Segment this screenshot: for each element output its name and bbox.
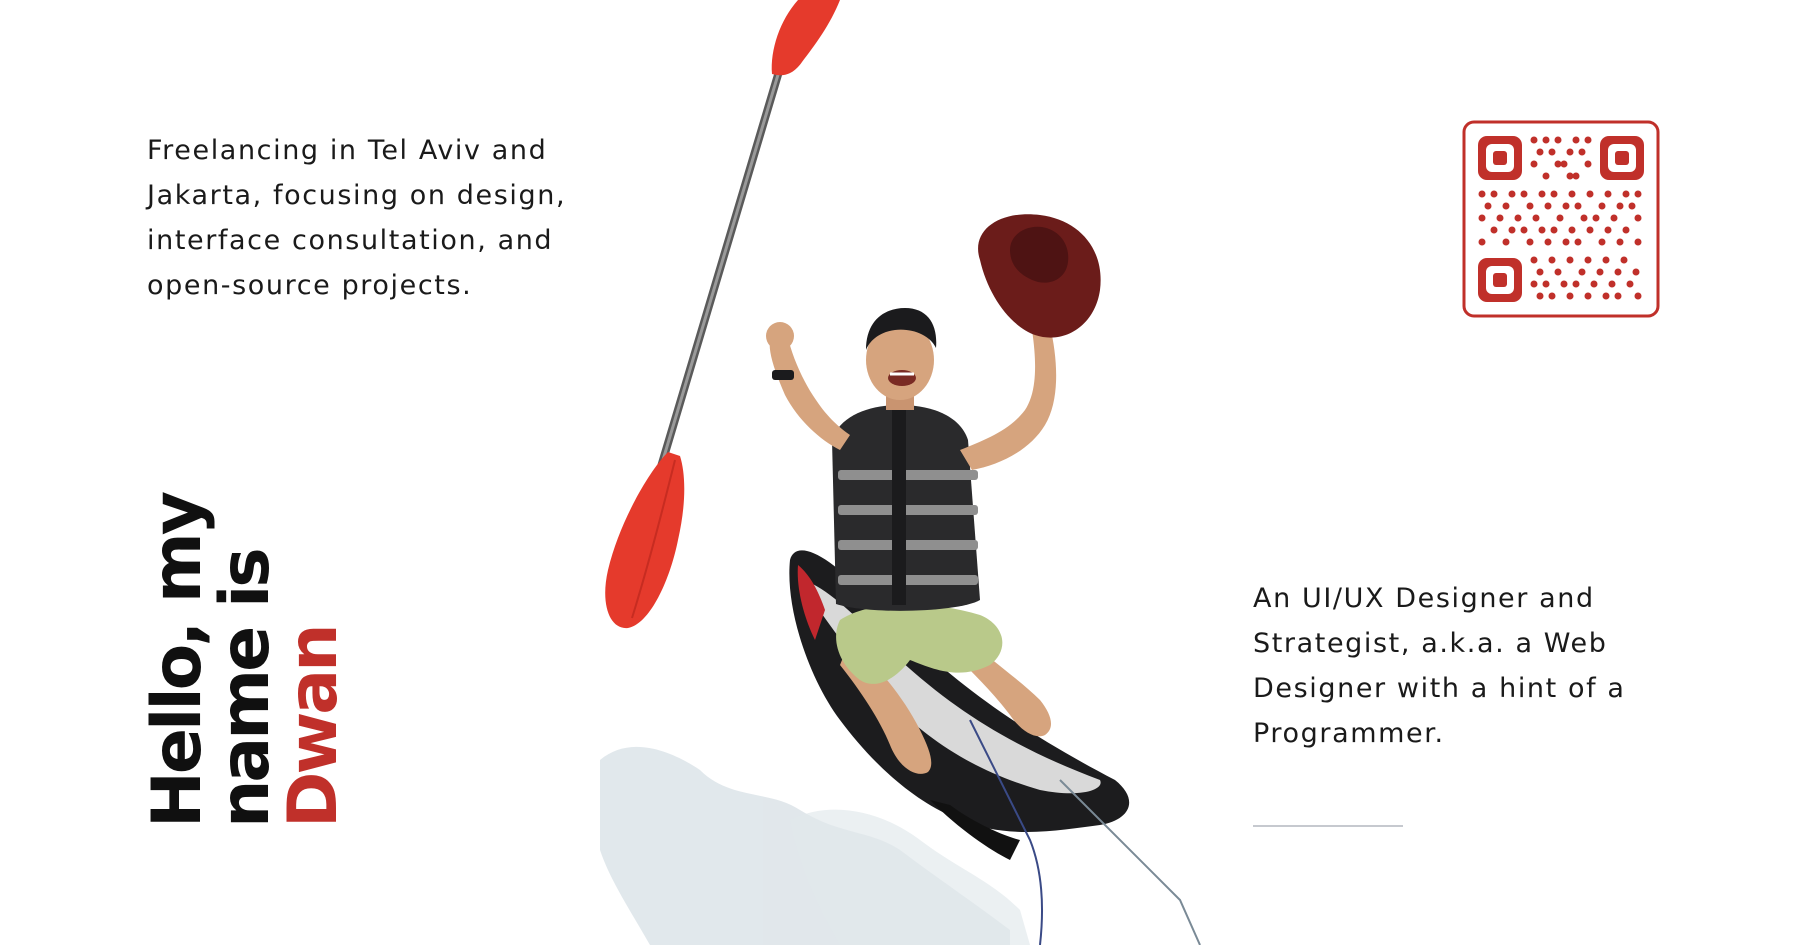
greeting-name: Dwan — [274, 626, 353, 828]
role-text: An UI/UX Designer and Strategist, a.k.a. a Web Designer with a hint of a Programmer. — [1253, 583, 1626, 749]
kayak-person-photo — [540, 0, 1260, 945]
qr-code-icon[interactable] — [1462, 120, 1660, 318]
greeting-heading — [138, 493, 353, 828]
greeting-line-name-is: name is — [206, 550, 285, 828]
intro-text: Freelancing in Tel Aviv and Jakarta, focusing on design, interface consultation, and open-source projects. — [147, 135, 567, 301]
greeting-line-hello: Hello, my — [138, 493, 217, 828]
divider — [1253, 825, 1403, 827]
